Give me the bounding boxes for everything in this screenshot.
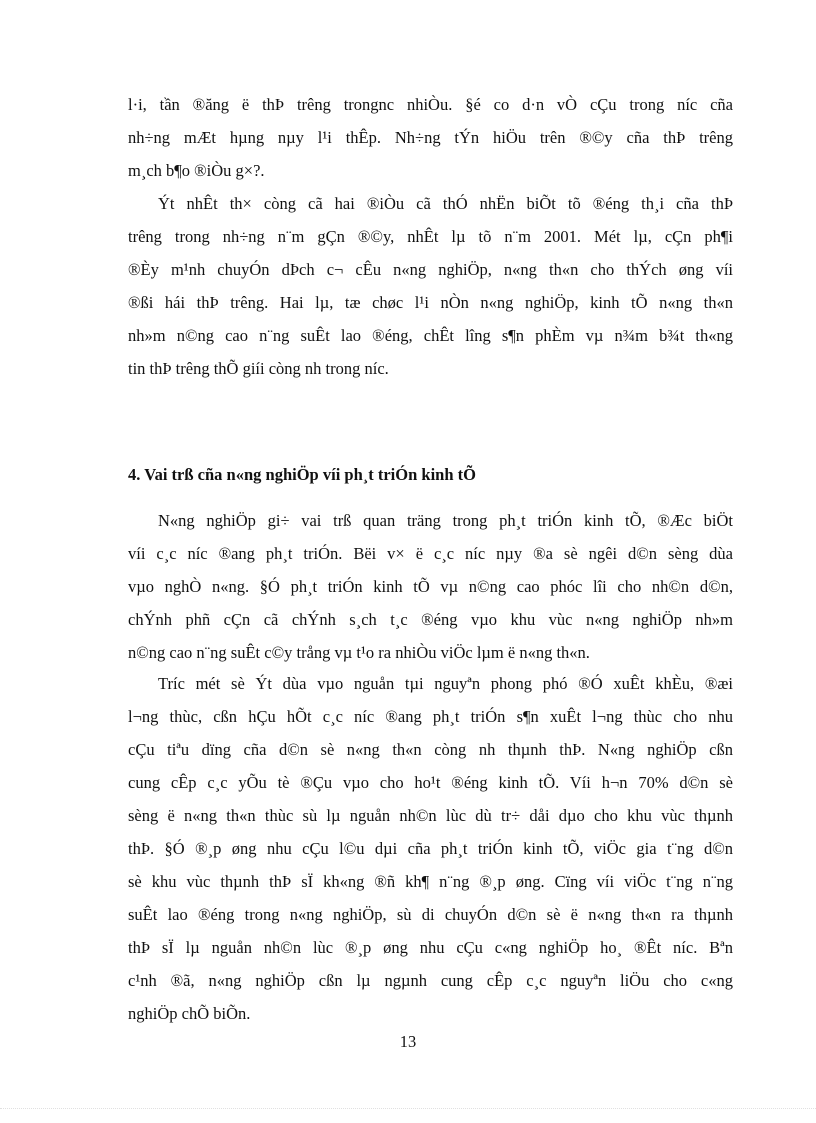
- text-line: cung cÊp c¸c yÕu tè ®Çu vµo cho ho¹t ®éng kinh tÕ. Víi h¬n 70% d©n sè: [128, 773, 733, 792]
- text-line: chÝnh phñ cÇn cã chÝnh s¸ch t¸c ®éng vµo khu vùc n«ng nghiÖp nh»m: [128, 610, 733, 629]
- paragraph-2: [128, 187, 733, 385]
- text-line: l¬ng thùc, cßn hÇu hÕt c¸c níc ®ang ph¸t triÓn s¶n xuÊt l¬ng thùc cho nhu: [128, 707, 733, 726]
- text-line: nh»m n©ng cao n¨ng suÊt lao ®éng, chÊt lîng s¶n phÈm vµ n¾m b¾t th«ng: [128, 326, 733, 345]
- text-line: n©ng cao n¨ng suÊt c©y trång vµ t¹o ra nhiÒu viÖc lµm ë n«ng th«n.: [128, 643, 590, 662]
- paragraph-4: [128, 667, 733, 1030]
- text-line: vµo nghÒ n«ng. §Ó ph¸t triÓn kinh tÕ vµ n©ng cao phóc lîi cho nh©n d©n,: [128, 577, 733, 596]
- text-line: thÞ. §Ó ®¸p øng nhu cÇu l©u dµi cña ph¸t triÓn kinh tÕ, viÖc gia t¨ng d©n: [128, 839, 733, 858]
- text-line: N«ng nghiÖp gi÷ vai trß quan träng trong ph¸t triÓn kinh tÕ, ®Æc biÖt: [158, 511, 733, 530]
- page-number: 13: [399, 1032, 417, 1051]
- text-line: l·i, tần ®ăng ë thÞ trêng trongnc nhiÒu. §é co d·n vÒ cÇu trong níc cña: [128, 95, 733, 114]
- text-line: ®Èy m¹nh chuyÓn dÞch c¬ cÊu n«ng nghiÖp, n«ng th«n cho thÝch øng víi: [128, 260, 733, 279]
- text-line: ®ßi hái thÞ trêng. Hai lµ, tæ chøc l¹i nÒn n«ng nghiÖp, kinh tÕ n«ng th«n: [128, 293, 733, 312]
- text-line: Tríc mét sè Ýt dùa vµo nguån tµi nguyªn phong phó ®Ó xuÊt khÈu, ®æi: [158, 674, 733, 693]
- text-line: Ýt nhÊt th× còng cã hai ®iÒu cã thÓ nhËn biÕt tõ ®éng th¸i cña thÞ: [158, 194, 733, 213]
- text-line: thÞ sÏ lµ nguån nh©n lùc ®¸p øng nhu cÇu c«ng nghiÖp ho¸ ®Êt níc. Bªn: [128, 938, 733, 957]
- text-line: sèng ë n«ng th«n thùc sù lµ nguån nh©n lùc dù tr÷ dåi dµo cho khu vùc thµnh: [128, 806, 733, 825]
- text-line: tin thÞ trêng thÕ giíi còng nh trong níc.: [128, 359, 389, 378]
- text-line: nh÷ng mÆt hµng nµy l¹i thÊp. Nh÷ng tÝn hiÖu trên ®©y cña thÞ trêng: [128, 128, 733, 147]
- text-line: c¹nh ®ã, n«ng nghiÖp cßn lµ ngµnh cung cÊp c¸c nguyªn liÖu cho c«ng: [128, 971, 733, 990]
- paragraph-3: [128, 504, 733, 669]
- text-line: nghiÖp chÕ biÕn.: [128, 1004, 251, 1023]
- text-line: sè khu vùc thµnh thÞ sÏ kh«ng ®ñ kh¶ n¨ng ®¸p øng. Cïng víi viÖc t¨ng n¨ng: [128, 872, 733, 891]
- paragraph-1: [128, 88, 733, 187]
- text-line: suÊt lao ®éng trong n«ng nghiÖp, sù di chuyÓn d©n sè ë n«ng th«n ra thµnh: [128, 905, 733, 924]
- text-line: víi c¸c níc ®ang ph¸t triÓn. Bëi v× ë c¸c níc nµy ®a sè ngêi d©n sèng dùa: [128, 544, 733, 563]
- text-line: trêng trong nh÷ng n¨m gÇn ®©y, nhÊt lµ tõ n¨m 2001. Mét lµ, cÇn ph¶i: [128, 227, 733, 246]
- text-line: cÇu tiªu dïng cña d©n sè n«ng th«n còng nh thµnh thÞ. N«ng nghiÖp cßn: [128, 740, 733, 759]
- section-heading: 4. Vai trß cña n«ng nghiÖp víi ph¸t triÓn kinh tÕ: [128, 465, 476, 484]
- text-line: m¸ch b¶o ®iÒu g×?.: [128, 161, 265, 180]
- page-bottom-divider: [0, 1108, 816, 1109]
